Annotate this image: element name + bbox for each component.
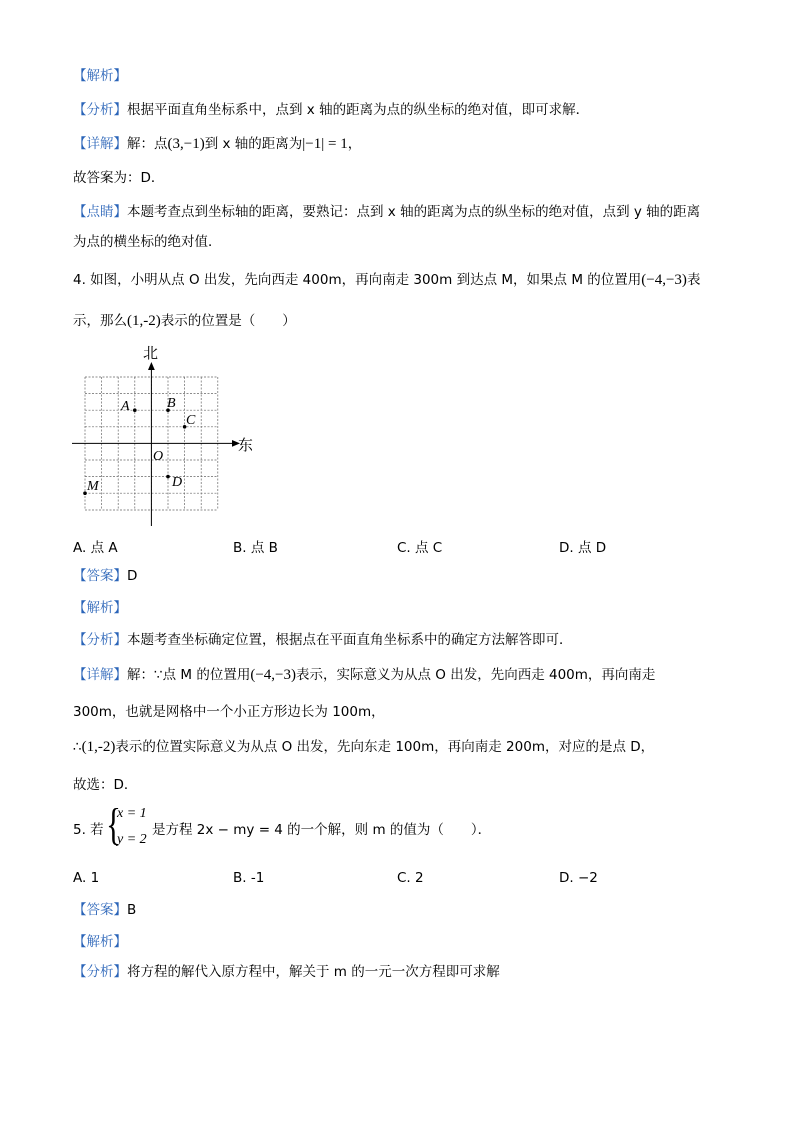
q4-stem2-coord: (1,-2) [127, 313, 161, 329]
q5-eq1: x = 1 [117, 806, 147, 821]
point-d-dot [166, 475, 170, 479]
east-label: 东 [238, 438, 254, 454]
q3-fenxi [73, 100, 589, 120]
q5-option-d: D. −2 [559, 870, 598, 886]
q3-xiangjie-a: 解：点 [127, 136, 168, 152]
q4-xiangjie-tag: 【详解】 [73, 667, 127, 683]
q4-option-d: D. 点 D [559, 540, 607, 556]
q4-fenxi-tag: 【分析】 [73, 632, 127, 648]
point-d-label: D [172, 475, 183, 490]
q4-stem-line2 [73, 311, 296, 331]
q4-xiangjie-line3 [73, 737, 654, 757]
q3-abs: |−1| = 1 [302, 136, 348, 152]
q4-stem1-a: 4. 如图，小明从点 O 出发，先向西走 400m，再向南走 300m 到达点 M，如果点 M 的位置用 [73, 272, 642, 288]
q4-xiangjie3-coord: (1,-2) [81, 739, 116, 755]
q4-xiangjie-line2: 300m，也就是网格中一个小正方形边长为 100m， [73, 704, 385, 720]
q3-xiangjie-b: 到 x 轴的距离为 [204, 136, 303, 152]
q5-option-a: A. 1 [73, 870, 100, 886]
q3-answer-line: 故答案为：D． [73, 170, 165, 186]
q3-dianjing [73, 202, 700, 222]
q3-fenxi-tag: 【分析】 [73, 102, 127, 118]
q3-dianjing-text1: 本题考查点到坐标轴的距离，要熟记：点到 x 轴的距离为点的纵坐标的绝对值，点到 y 轴的距离 [127, 204, 701, 220]
q4-xiangjie-line1 [73, 665, 655, 685]
origin-label: O [153, 449, 164, 464]
q3-xiangjie-c: ， [347, 136, 362, 152]
q5-fenxi [73, 962, 500, 982]
y-axis-arrow [148, 362, 155, 370]
q5-fenxi-text: 将方程的解代入原方程中，解关于 m 的一元一次方程即可求解 [127, 964, 500, 980]
q3-xiangjie [73, 134, 361, 154]
q5-fenxi-tag: 【分析】 [73, 964, 127, 980]
q4-stem2-a: 示，那么 [73, 313, 127, 329]
q4-xiangjie3-a: ∴ [73, 739, 82, 755]
q3-point: (3,−1) [167, 136, 205, 152]
q4-fenxi [73, 630, 573, 650]
q4-stem1-coord: (−4,−3) [641, 272, 687, 288]
q4-option-a: A. 点 A [73, 540, 118, 556]
q4-answer-value: D [127, 568, 138, 584]
q4-answer [73, 566, 137, 586]
q4-xiangjie3-b: 表示的位置实际意义为从点 O 出发，先向东走 100m，再向南走 200m，对应的是点 D， [115, 739, 655, 755]
q3-dianjing-text2: 为点的横坐标的绝对值． [73, 234, 222, 250]
q5-answer-tag: 【答案】 [73, 902, 127, 918]
q3-xiangjie-tag: 【详解】 [73, 136, 127, 152]
q3-jiexi-heading: 【解析】 [73, 68, 127, 84]
q4-xiangjie1-b: 表示，实际意义为从点 O 出发，先向西走 400m，再向南走 [296, 667, 656, 683]
q4-stem2-b: 表示的位置是（ ） [160, 313, 296, 329]
q5-stem-num: 5. 若 [73, 822, 104, 838]
q5-answer-value: B [127, 902, 137, 918]
q4-jiexi-heading: 【解析】 [73, 600, 127, 616]
q5-option-c: C. 2 [397, 870, 424, 886]
q4-xiangjie-line4: 故选：D． [73, 777, 138, 793]
point-c-label: C [186, 413, 196, 428]
q4-fenxi-text: 本题考查坐标确定位置，根据点在平面直角坐标系中的确定方法解答即可． [127, 632, 573, 648]
q4-answer-tag: 【答案】 [73, 568, 127, 584]
north-label: 北 [143, 346, 159, 362]
q3-dianjing-tag: 【点睛】 [73, 204, 127, 220]
q4-grid-figure [70, 340, 270, 530]
q3-fenxi-text: 根据平面直角坐标系中，点到 x 轴的距离为点的纵坐标的绝对值，即可求解． [127, 102, 590, 118]
q4-stem-line1 [73, 270, 700, 290]
point-m-label: M [87, 479, 99, 494]
point-b-label: B [167, 396, 176, 411]
q4-xiangjie1-coord: (−4,−3) [250, 667, 296, 683]
point-a-label: A [121, 399, 130, 414]
q4-option-c: C. 点 C [397, 540, 443, 556]
q5-answer [73, 900, 136, 920]
q4-stem1-b: 表 [686, 272, 701, 288]
q5-stem-rest: 是方程 2x − my = 4 的一个解，则 m 的值为（ ）． [152, 822, 492, 838]
q5-eq2: y = 2 [117, 832, 147, 847]
q4-xiangjie1-a: 解：∵点 M 的位置用 [127, 667, 251, 683]
point-a-dot [133, 408, 137, 412]
q5-system-brace: { [106, 800, 121, 849]
q4-option-b: B. 点 B [233, 540, 278, 556]
q5-option-b: B. -1 [233, 870, 265, 886]
q5-jiexi-heading: 【解析】 [73, 934, 127, 950]
